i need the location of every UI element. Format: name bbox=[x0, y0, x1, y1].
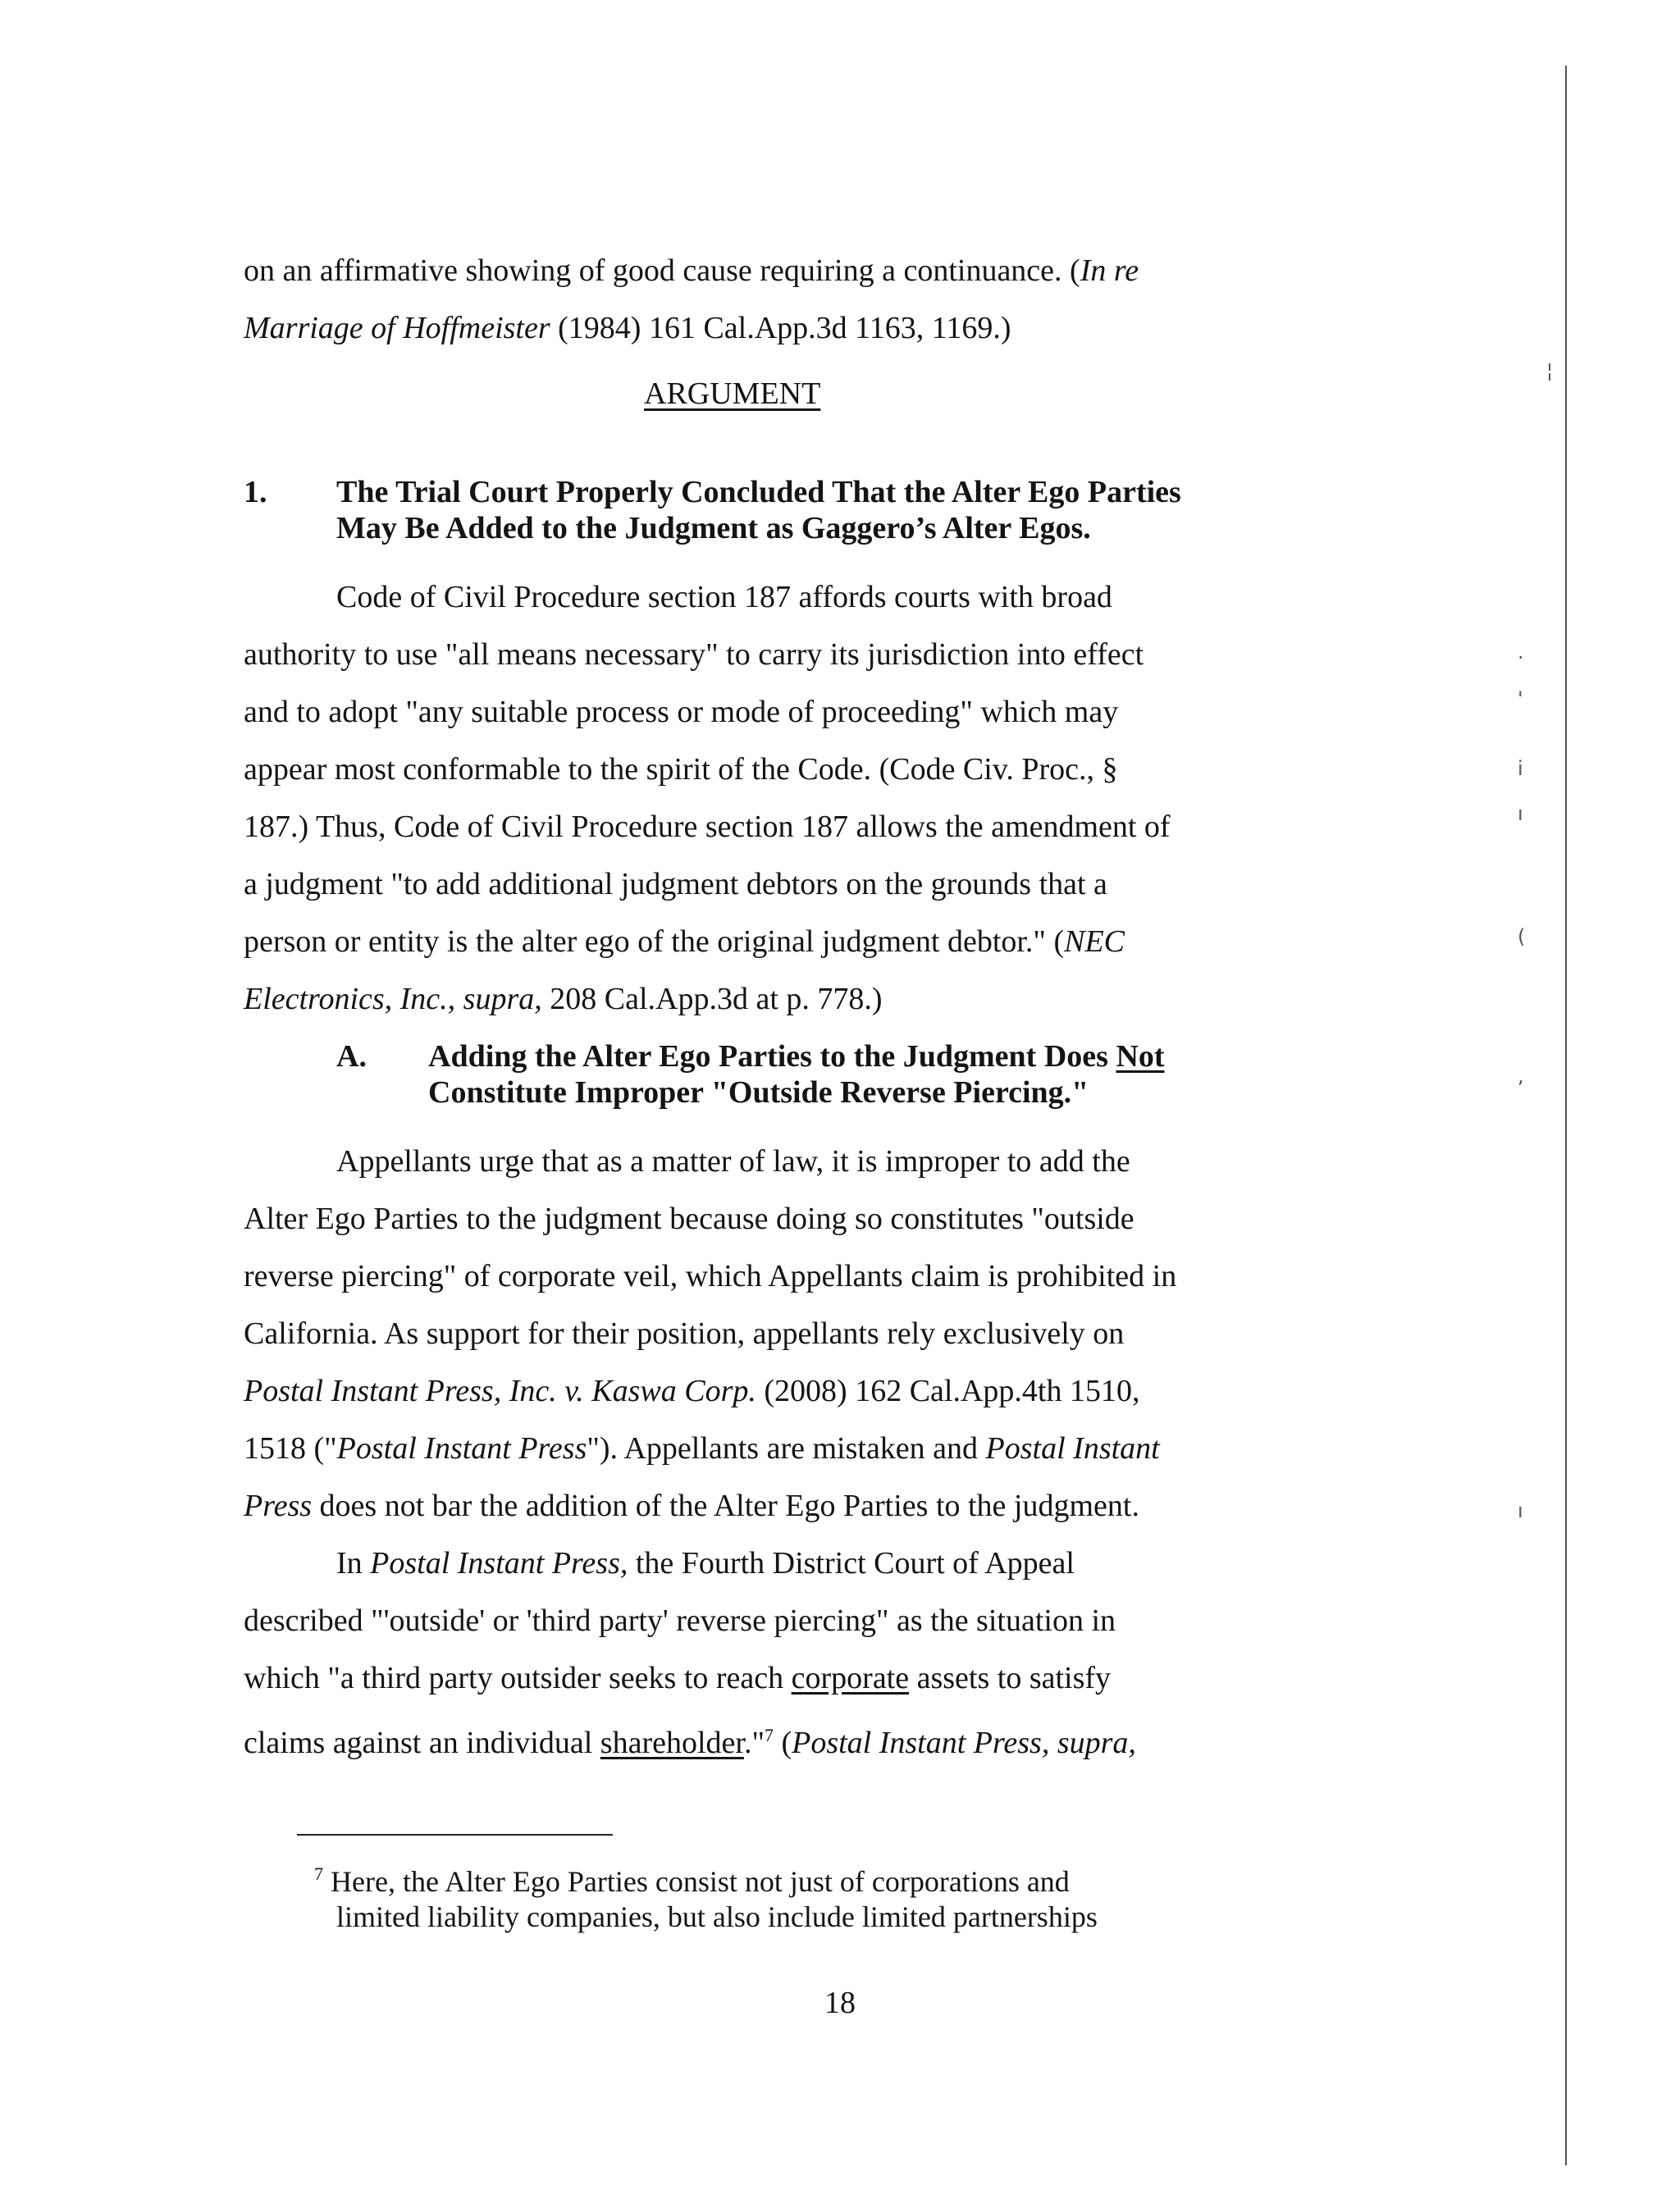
footnote-line bbox=[314, 1857, 1070, 1899]
text-span: Adding the Alter Ego Parties to the Judgment Does bbox=[428, 1039, 1116, 1074]
case-citation: Postal Instant Press, bbox=[370, 1546, 628, 1581]
paragraph-line bbox=[244, 1488, 1139, 1524]
text-span: does not bar the addition of the Alter Ego Parties to the judgment. bbox=[312, 1489, 1139, 1523]
paragraph-line bbox=[244, 924, 1125, 960]
scan-mark: ¦ bbox=[1546, 359, 1554, 382]
paragraph-line: a judgment "to add additional judgment debtors on the grounds that a bbox=[244, 867, 1107, 901]
underlined-word: Not bbox=[1116, 1039, 1165, 1074]
text-span: 208 Cal.App.3d at p. 778.) bbox=[541, 982, 883, 1016]
underlined-word: corporate bbox=[791, 1661, 910, 1695]
text-span: Here, the Alter Ego Parties consist not just of corporations and bbox=[323, 1865, 1070, 1898]
paragraph-line bbox=[244, 981, 883, 1017]
case-citation: Postal Instant Press bbox=[336, 1431, 587, 1466]
scan-mark: ı bbox=[1518, 1499, 1523, 1522]
paragraph-line: authority to use "all means necessary" to carry its jurisdiction into effect bbox=[244, 637, 1144, 672]
scan-mark: ( bbox=[1518, 925, 1526, 948]
paragraph-line bbox=[244, 1660, 1111, 1696]
paragraph-line bbox=[244, 1430, 1160, 1467]
text-line bbox=[244, 253, 1139, 289]
subsection-title-line bbox=[428, 1038, 1165, 1074]
text-span: ." bbox=[743, 1726, 765, 1760]
scan-mark: ı bbox=[1518, 802, 1523, 825]
subsection-title-line: Constitute Improper "Outside Reverse Piercing." bbox=[428, 1075, 1089, 1110]
section-title-line: The Trial Court Properly Concluded That the Alter Ego Parties bbox=[336, 475, 1181, 509]
case-citation: NEC bbox=[1064, 924, 1125, 959]
text-span: which "a third party outsider seeks to reach bbox=[244, 1661, 792, 1695]
paragraph-line bbox=[244, 1373, 1139, 1409]
text-span: (1984) 161 Cal.App.3d 1163, 1169.) bbox=[550, 311, 1011, 345]
page-number: 18 bbox=[824, 1986, 856, 2020]
footnote-mark: 7 bbox=[314, 1863, 323, 1884]
text-span: 1518 (" bbox=[244, 1431, 337, 1466]
section-heading: ARGUMENT bbox=[644, 376, 821, 411]
case-citation: Postal Instant bbox=[985, 1431, 1160, 1466]
paragraph-line: reverse piercing" of corporate veil, which Appellants claim is prohibited in bbox=[244, 1259, 1177, 1293]
text-span: claims against an individual bbox=[244, 1726, 600, 1760]
paragraph-line: Appellants urge that as a matter of law, it is improper to add the bbox=[336, 1144, 1130, 1179]
underlined-word: shareholder bbox=[600, 1726, 744, 1760]
case-citation: Electronics, Inc., supra, bbox=[244, 982, 542, 1016]
footnote-reference: 7 bbox=[764, 1725, 774, 1745]
paragraph-line: appear most conformable to the spirit of the Code. (Code Civ. Proc., § bbox=[244, 752, 1118, 787]
paragraph-line: and to adopt "any suitable process or mode of proceeding" which may bbox=[244, 695, 1119, 729]
paragraph-line bbox=[336, 1545, 1075, 1581]
case-citation: Postal Instant Press, Inc. v. Kaswa Corp. bbox=[244, 1374, 756, 1408]
text-line bbox=[244, 310, 1011, 346]
paragraph-line: Code of Civil Procedure section 187 affords courts with broad bbox=[336, 580, 1112, 614]
case-citation: Postal Instant Press, supra, bbox=[792, 1726, 1136, 1760]
text-span: In bbox=[336, 1546, 371, 1581]
footnote-separator bbox=[297, 1834, 613, 1836]
text-span: assets to satisfy bbox=[909, 1661, 1112, 1695]
text-span: person or entity is the alter ego of the original judgment debtor." ( bbox=[244, 924, 1065, 959]
text-span: (2008) 162 Cal.App.4th 1510, bbox=[756, 1374, 1140, 1408]
paragraph-line: described "'outside' or 'third party' reverse piercing" as the situation in bbox=[244, 1603, 1116, 1638]
paragraph-line: California. As support for their position, appellants rely exclusively on bbox=[244, 1316, 1125, 1351]
section-title-line: May Be Added to the Judgment as Gaggero’s Alter Egos. bbox=[336, 511, 1091, 545]
text-span: the Fourth District Court of Appeal bbox=[628, 1546, 1075, 1581]
scan-mark: i bbox=[1518, 757, 1523, 780]
scan-mark: ' bbox=[1518, 687, 1523, 710]
text-span: ( bbox=[773, 1726, 792, 1760]
paragraph-line: 187.) Thus, Code of Civil Procedure section 187 allows the amendment of bbox=[244, 810, 1171, 844]
paragraph-line bbox=[244, 1717, 1136, 1761]
scan-edge-line bbox=[1565, 66, 1567, 2165]
subsection-letter: A. bbox=[336, 1039, 367, 1074]
case-citation: Press bbox=[244, 1489, 313, 1523]
section-number: 1. bbox=[244, 475, 267, 509]
scan-mark: · bbox=[1518, 646, 1524, 669]
paragraph-line: Alter Ego Parties to the judgment because doing so constitutes "outside bbox=[244, 1202, 1134, 1236]
case-citation: In re bbox=[1080, 253, 1139, 288]
scan-mark: , bbox=[1518, 1065, 1524, 1088]
text-span: "). Appellants are mistaken and bbox=[587, 1431, 986, 1466]
footnote-line: limited liability companies, but also include limited partnerships bbox=[336, 1900, 1098, 1933]
case-citation: Marriage of Hoffmeister bbox=[244, 311, 550, 345]
text-span: on an affirmative showing of good cause requiring a continuance. ( bbox=[244, 253, 1080, 288]
